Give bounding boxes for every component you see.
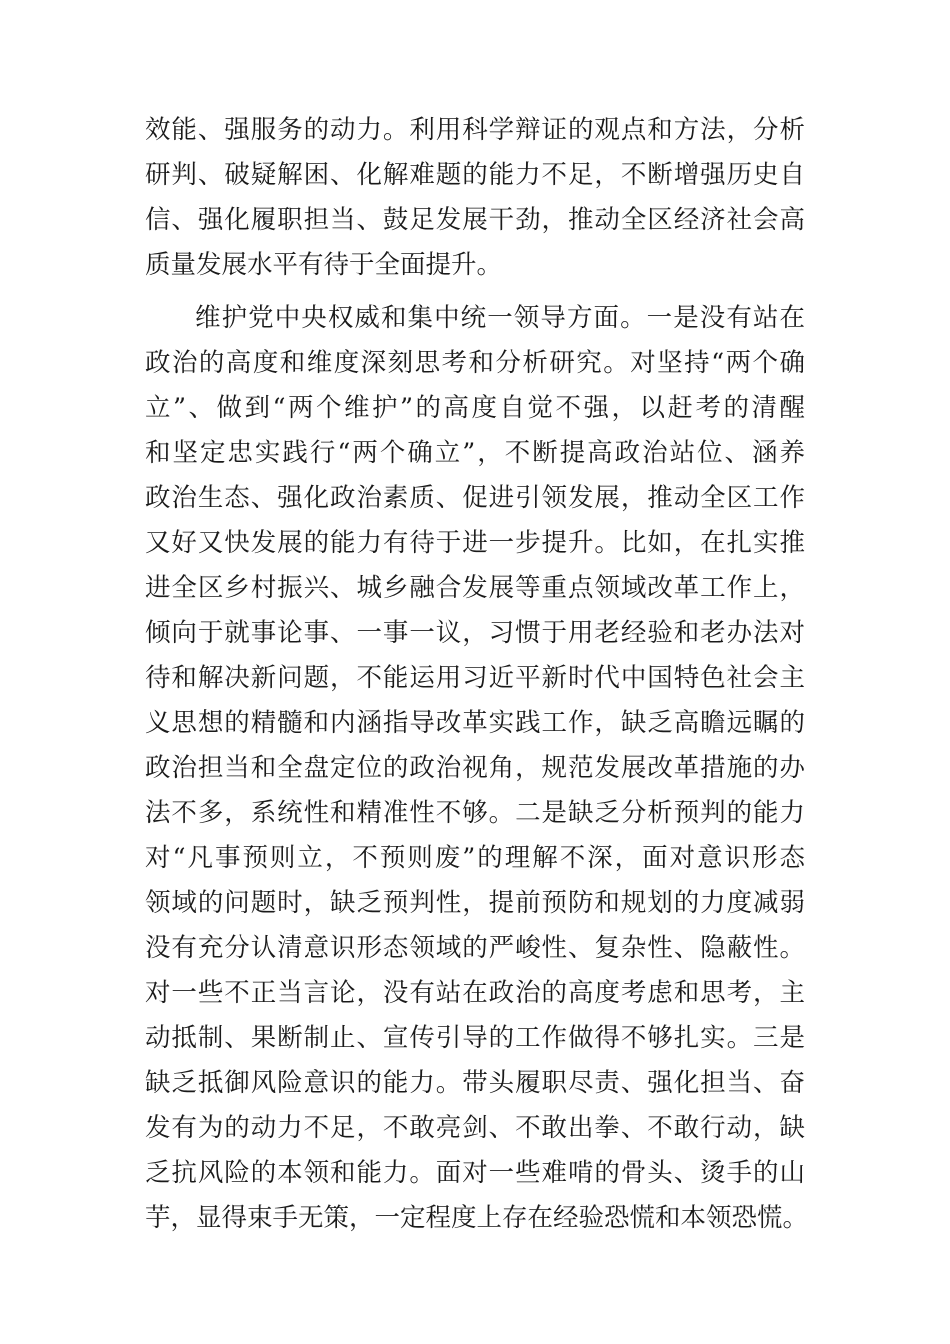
text-line: 质量发展水平有待于全面提升。: [145, 250, 503, 280]
text-line: 对“凡事预则立，不预则废”的理解不深，面对意识形态: [145, 843, 805, 873]
text-line: 乏抗风险的本领和能力。面对一些难啃的骨头、烫手的山: [145, 1158, 805, 1188]
text-line: 待和解决新问题，不能运用习近平新时代中国特色社会主: [145, 663, 805, 693]
text-line: 动抵制、果断制止、宣传引导的工作做得不够扎实。三是: [145, 1023, 805, 1053]
text-line: 进全区乡村振兴、城乡融合发展等重点领域改革工作上，: [145, 573, 805, 603]
text-line: 和坚定忠实践行“两个确立”，不断提高政治站位、涵养: [145, 438, 805, 468]
text-line: 研判、破疑解困、化解难题的能力不足，不断增强历史自: [145, 160, 805, 190]
text-line: 效能、强服务的动力。利用科学辩证的观点和方法，分析: [145, 115, 805, 145]
text-line: 政治担当和全盘定位的政治视角，规范发展改革措施的办: [145, 753, 805, 783]
text-line: 政治的高度和维度深刻思考和分析研究。对坚持“两个确: [145, 348, 805, 378]
text-line: 立”、做到“两个维护”的高度自觉不强，以赶考的清醒: [145, 393, 805, 423]
text-line: 发有为的动力不足，不敢亮剑、不敢出拳、不敢行动，缺: [145, 1113, 805, 1143]
paragraph-first-line: 维护党中央权威和集中统一领导方面。一是没有站在: [195, 303, 805, 333]
text-line: 政治生态、强化政治素质、促进引领发展，推动全区工作: [145, 483, 805, 513]
text-line: 对一些不正当言论，没有站在政治的高度考虑和思考，主: [145, 978, 805, 1008]
text-line: 缺乏抵御风险意识的能力。带头履职尽责、强化担当、奋: [145, 1068, 805, 1098]
text-line: 领域的问题时，缺乏预判性，提前预防和规划的力度减弱: [145, 888, 805, 918]
text-line: 义思想的精髓和内涵指导改革实践工作，缺乏高瞻远瞩的: [145, 708, 805, 738]
text-line: 芋，显得束手无策，一定程度上存在经验恐慌和本领恐慌。: [145, 1203, 809, 1233]
text-line: 信、强化履职担当、鼓足发展干劲，推动全区经济社会高: [145, 205, 805, 235]
text-line: 法不多，系统性和精准性不够。二是缺乏分析预判的能力: [145, 798, 805, 828]
text-line: 又好又快发展的能力有待于进一步提升。比如，在扎实推: [145, 528, 805, 558]
text-line: 倾向于就事论事、一事一议，习惯于用老经验和老办法对: [145, 618, 805, 648]
text-line: 没有充分认清意识形态领域的严峻性、复杂性、隐蔽性。: [145, 933, 805, 963]
